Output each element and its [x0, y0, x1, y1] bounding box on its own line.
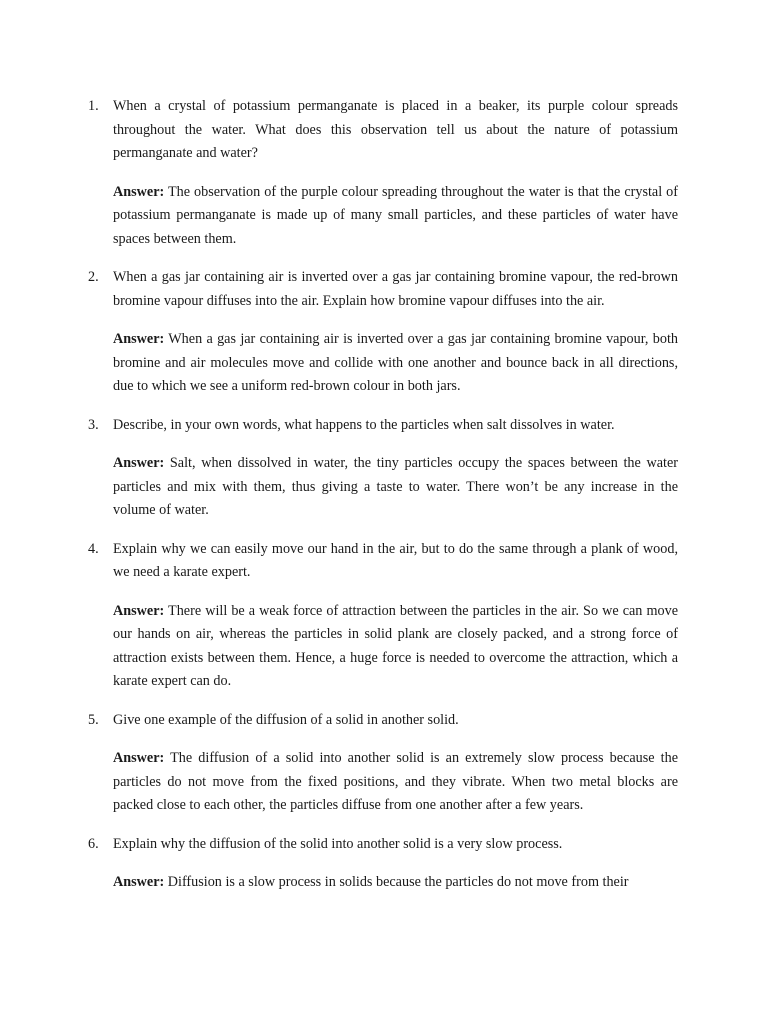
- answer-label: Answer:: [113, 183, 165, 200]
- answer-text: The observation of the purple colour spreading throughout the water is that the crystal of potassium permanganate is made up of many small particles, and these particles of water have spaces between them.: [113, 183, 678, 247]
- qa-item-5: [88, 709, 678, 818]
- question-number: 5.: [88, 711, 99, 728]
- question-number: 6.: [88, 835, 99, 852]
- answer-label: Answer:: [113, 874, 165, 890]
- answer-text: There will be a weak force of attraction between the particles in the air. So we can move our hands on air, whereas the particles in solid plank are closely packed, and a strong force of attraction exists between them. Hence, a huge force is needed to overcome the attraction, which a karate expert can do.: [113, 602, 678, 689]
- answer-label: Answer:: [113, 750, 165, 766]
- qa-item-1: [88, 95, 678, 251]
- question-number: 2.: [88, 269, 99, 285]
- answer-paragraph: [113, 181, 678, 252]
- question-text: Explain why we can easily move our hand in the air, but to do the same through a plank of wood, we need a karate expert.: [113, 540, 678, 580]
- question-answer-list: [88, 95, 678, 910]
- question-text: Describe, in your own words, what happens to the particles when salt dissolves in water.: [113, 416, 615, 433]
- answer-label: Answer:: [113, 331, 165, 347]
- answer-paragraph: [113, 747, 678, 818]
- answer-text: When a gas jar containing air is inverted over a gas jar containing bromine vapour, both bromine and air molecules move and collide with one another and bounce back in all directions, due to which we see a uniform red-brown colour in both jars.: [113, 331, 678, 394]
- answer-label: Answer:: [113, 455, 165, 471]
- answer-label: Answer:: [113, 602, 165, 619]
- answer-paragraph: [113, 328, 678, 399]
- qa-item-4: [88, 538, 678, 694]
- question-number: 1.: [88, 98, 99, 114]
- answer-text: Salt, when dissolved in water, the tiny particles occupy the spaces between the water particles and mix with them, thus giving a taste to water. There won’t be any increase in the volume of water.: [113, 455, 678, 518]
- question-number: 3.: [88, 416, 99, 433]
- question-text: When a crystal of potassium permanganate is placed in a beaker, its purple colour spreads throughout the water. What does this observation tell us about the nature of potassium permanganate and water?: [113, 98, 678, 161]
- question-text: Give one example of the diffusion of a solid in another solid.: [113, 711, 459, 728]
- question-number: 4.: [88, 540, 99, 557]
- qa-item-3: [88, 414, 678, 523]
- answer-paragraph: [113, 452, 678, 523]
- answer-text: Diffusion is a slow process in solids because the particles do not move from their: [164, 874, 629, 890]
- answer-paragraph: [113, 871, 678, 895]
- question-text: Explain why the diffusion of the solid into another solid is a very slow process.: [113, 835, 563, 852]
- qa-item-2: [88, 266, 678, 399]
- qa-item-6: [88, 833, 678, 895]
- answer-paragraph: [113, 600, 678, 694]
- question-text: When a gas jar containing air is inverted over a gas jar containing bromine vapour, the red-brown bromine vapour diffuses into the air. Explain how bromine vapour diffuses into the air.: [113, 269, 678, 309]
- answer-text: The diffusion of a solid into another solid is an extremely slow process because the particles do not move from the fixed positions, and they vibrate. When two metal blocks are packed close to each other, the particles diffuse from one another after a few years.: [113, 750, 678, 813]
